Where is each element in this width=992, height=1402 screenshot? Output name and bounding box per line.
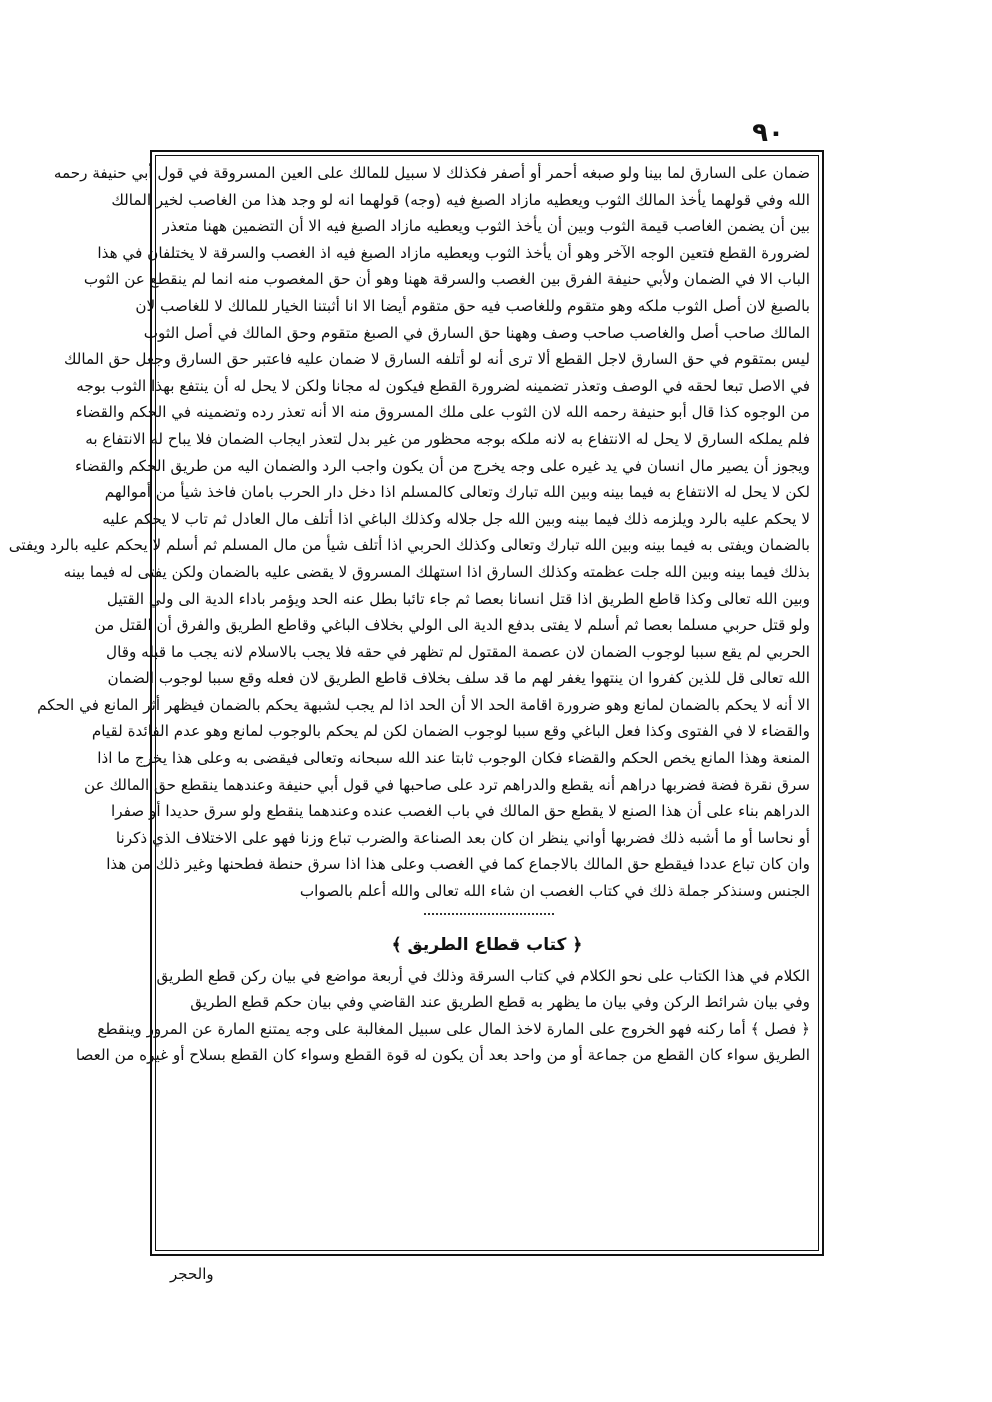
text-line: أو نحاسا أو ما أشبه ذلك فضربها أواني ينظر ان كان بعد الصناعة والضرب تباع وزنا فهو على الاختلاف الذي ذكرنا	[115, 828, 810, 847]
text-line: الله تعالى قل للذين كفروا ان ينتهوا يغفر لهم ما قد سلف بخلاف قاطع الطريق لان فعله وقع سببا لوجوب الضمان	[107, 669, 810, 688]
text-line: المالك صاحب أصل والغاصب صاحب وصف وههنا حق السارق في الصبغ متقوم وحق المالك في أصل الثوب	[143, 323, 810, 342]
text-line: لا يحكم عليه بالرد ويلزمه ذلك فيما بينه وبين الله جل جلاله وكذلك الباغي اذا أتلف مال العادل ثم تاب لا يحكم عليه	[102, 509, 810, 528]
text-line: من الوجوه كذا قال أبو حنيفة رحمه الله لان الثوب على ملك المسروق منه الا أنه تعذر رده وتضمينه في الحكم والقضاء	[75, 403, 810, 422]
text-line: ولو قتل حربي مسلما بعصا ثم أسلم لا يفتى بدفع الدية الى الولي بخلاف الباغي وقاطع الطريق والفرق أن القتل من	[94, 616, 810, 635]
text-line: في الاصل تبعا لحقه في الوصف وتعذر تضمينه لضرورة القطع فيكون له مجانا ولكن لا يحل له أن ينتفع بهذا الثوب بوجه	[76, 376, 810, 395]
page-number: ٩٠	[752, 118, 784, 148]
text-line: بين أن يضمن الغاصب قيمة الثوب وبين أن يأخذ الثوب ويعطيه مازاد الصبغ فيه الا أن التضمين ههنا متعذر	[162, 217, 810, 236]
catchword: والحجر	[170, 1265, 214, 1283]
main-text	[8, 160, 810, 1069]
text-line: بذلك فيما بينه وبين الله جلت عظمته وكذلك السارق اذا استهلك المسروق لا يقضى عليه بالضمان ولكن يفتى له فيما بينه	[63, 562, 810, 581]
text-line: الدراهم بناء على أن هذا الصنع لا يقطع حق المالك في باب الغصب عنده وعندهما ينقطع ولو سرق حديدا أو صفرا	[111, 802, 810, 821]
text-line: الجنس وسنذكر جملة ذلك في كتاب الغصب ان شاء الله تعالى والله أعلم بالصواب	[299, 882, 810, 901]
text-line: بالصبغ لان أصل الثوب ملكه وهو متقوم وللغاصب فيه حق متقوم أيضا الا انا أثبتنا الخيار للمالك لا للغاصب لان	[135, 296, 810, 315]
text-line: ﴿ فصل ﴾ أما ركنه فهو الخروج على المارة لاخذ المال على سبيل المغالبة على وجه يمتنع المارة عن المرور وينقطع	[97, 1019, 810, 1038]
text-line: ليس بمتقوم في حق السارق لاجل القطع ألا ترى أنه لو أتلفه السارق لا ضمان عليه فاعتبر حق السارق وجعل حق المالك	[63, 350, 810, 369]
chapter-title: ﴿ كتاب قطاع الطريق ﴾	[391, 934, 583, 955]
text-line: لكن لا يحل له الانتفاع به فيما بينه وبين الله تبارك وتعالى كالمسلم اذا دخل دار الحرب بامان فاخذ شيأ من أموالهم	[104, 483, 810, 502]
section-divider	[164, 905, 810, 927]
text-line: لضرورة القطع فتعين الوجه الآخر وهو أن يأخذ الثوب ويعطيه مازاد الصبغ فيه اذ الغصب والسرقة لا يختلفان في هذا	[97, 243, 810, 262]
text-line: وبين الله تعالى وكذا قاطع الطريق اذا قتل انسانا بعصا ثم جاء تائبا بطل عنه الحد ويؤمر باداء الدية الى ولي القتيل	[106, 589, 810, 608]
text-line: والقضاء لا في الفتوى وكذا فعل الباغي وقع سببا لوجوب الضمان لكن لم يحكم بالوجوب لمانع وهو عدم الفائدة لقيام	[91, 722, 810, 741]
text-line: بالضمان ويفتى به فيما بينه وبين الله تبارك وتعالى وكذلك الحربي اذا أتلف شيأ من مال المسلم ثم أسلم لا يحكم عليه بالرد ويفتى	[8, 536, 810, 555]
text-line: الكلام في هذا الكتاب على نحو الكلام في كتاب السرقة وذلك في أربعة مواضع في بيان ركن قطع الطريق	[156, 966, 810, 985]
text-line: ضمان على السارق لما بينا ولو صبغه أحمر أو أصفر فكذلك لا سبيل للمالك على العين المسروقة في قول أبي حنيفة رحمه	[53, 164, 810, 182]
text-line: المنعة وهذا المانع يخص الحكم والقضاء فكان الوجوب ثابتا عند الله سبحانه وتعالى فيقضى به وعلى هذا يخرج ما اذا	[97, 749, 810, 768]
text-line: الباب الا في الضمان ولأبي حنيفة الفرق بين الغصب والسرقة ههنا وهو أن حق المغصوب منه انما لم ينقطع عن الثوب	[83, 270, 810, 289]
text-line: فلم يملكه السارق لا يحل له الانتفاع به لانه ملكه بوجه محظور من غير بدل لتعذر ايجاب الضمان فلا يباح له الانتفاع به	[85, 429, 810, 448]
text-line: وان كان تباع عددا فيقطع حق المالك بالاجماع كما في الغصب وعلى هذا اذا سرق حنطة فطحنها وغير ذلك من هذا	[106, 855, 810, 874]
text-line: الا أنه لا يحكم بالضمان لمانع وهو ضرورة اقامة الحد الا أن الحد اذا لم يجب لشبهة يحكم بالضمان فيظهر أثر المانع في الحكم	[37, 695, 810, 714]
text-line: وفي بيان شرائط الركن وفي بيان ما يظهر به قطع الطريق عند القاضي وفي بيان حكم قطع الطريق	[190, 993, 810, 1012]
text-line: الحربي لم يقع سببا لوجوب الضمان لان عصمة المقتول لم تظهر في حقه فلا يجب بالاسلام لانه يجب ما قبله وقال	[106, 642, 810, 661]
text-line: الطريق سواء كان القطع من جماعة أو من واحد بعد أن يكون له قوة القطع وسواء كان القطع بسلاح أو غيره من العصا	[75, 1046, 810, 1065]
text-line: سرق نقرة فضة فضربها دراهم أنه يقطع والدراهم ترد على صاحبها في قول أبي حنيفة وعندهما ينقطع حق المالك عن	[84, 775, 810, 794]
text-line: الله وفي قولهما يأخذ المالك الثوب ويعطيه مازاد الصبغ فيه (وجه) قولهما انه لو وجد هذا من الغاصب لخير المالك	[111, 190, 810, 209]
text-line: ويجوز أن يصير مال انسان في يد غيره على وجه يخرج من أن يكون واجب الرد والضمان اليه من طريق الحكم والقضاء	[74, 456, 810, 475]
